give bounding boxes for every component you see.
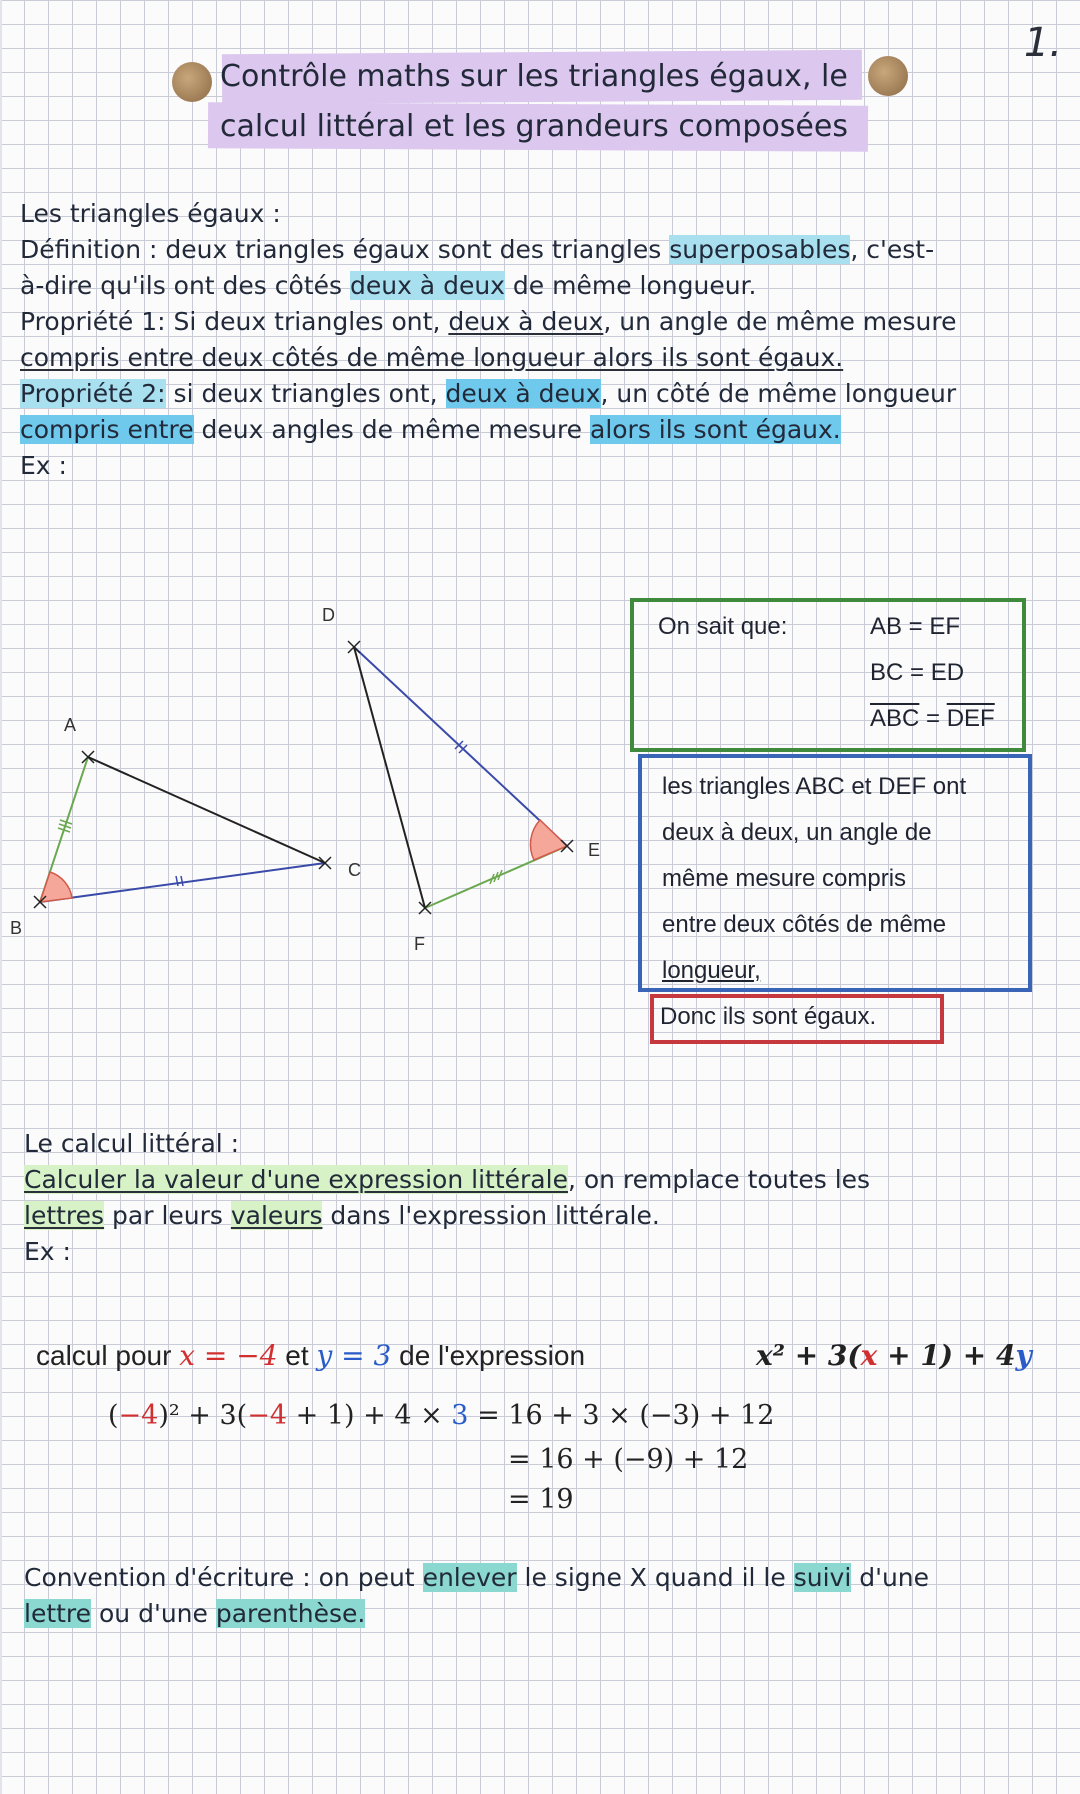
section-heading: Les triangles égaux : xyxy=(20,199,281,228)
point-c-label: C xyxy=(348,860,361,880)
point-e-label: E xyxy=(588,840,601,860)
point-d-label: D xyxy=(322,605,335,625)
definition-line-2: à-dire qu'ils ont des côtés deux à deux de même longueur. xyxy=(20,271,757,300)
known-facts-box xyxy=(630,598,1026,752)
calcul-line-1: Calculer la valeur d'une expression littérale, on remplace toutes les xyxy=(24,1165,871,1194)
calc-step-2: = 16 + (−9) + 12 xyxy=(508,1444,749,1475)
point-b-label: B xyxy=(10,918,23,938)
known-eq-1: AB = EF xyxy=(870,613,961,640)
point-f-label: F xyxy=(414,934,425,954)
definition-line-1: Définition : deux triangles égaux sont des triangles superposables, c'est- xyxy=(20,235,935,264)
point-d-marker xyxy=(348,641,360,653)
convention-line-1: Convention d'écriture : on peut enlever le signe X quand il le suivi d'une xyxy=(24,1563,930,1592)
known-eq-2: BC = ED xyxy=(870,659,965,686)
calc-expression: x² + 3(x + 1) + 4y xyxy=(756,1339,1032,1372)
reasoning-text: les triangles ABC et DEF ont deux à deux, un angle de même mesure compris entre deux côtés de même longueur, xyxy=(662,773,967,984)
known-label: On sait que: xyxy=(658,613,788,640)
calcul-line-2: lettres par leurs valeurs dans l'expression littérale. xyxy=(24,1201,660,1230)
calc-step-1: (−4)² + 3(−4 + 1) + 4 × 3 = 16 + 3 × (−3) + 12 xyxy=(108,1400,775,1431)
known-eq-3: $\overline{ABC} = \overline{DEF}$ xyxy=(870,705,995,732)
example-label: Ex : xyxy=(24,1237,71,1266)
reasoning-box xyxy=(638,754,1032,992)
conclusion-box xyxy=(650,994,944,1044)
example-label: Ex : xyxy=(20,451,67,480)
property-2-line-2: compris entre deux angles de même mesure alors ils sont égaux. xyxy=(20,415,841,444)
triangles-section xyxy=(20,196,957,484)
property-1-line-1: Propriété 1: Si deux triangles ont, deux à deux, un angle de même mesure xyxy=(20,307,957,336)
calcul-section xyxy=(24,1126,870,1270)
section-heading: Le calcul littéral : xyxy=(24,1129,240,1158)
segment-de xyxy=(354,647,567,846)
segment-df xyxy=(354,647,425,908)
point-a-marker xyxy=(82,751,94,763)
calc-step-3: = 19 xyxy=(508,1484,574,1515)
property-1-line-2: compris entre deux côtés de même longueur alors ils sont égaux. xyxy=(20,343,844,372)
tick-bc xyxy=(176,876,183,886)
title-line-2: calcul littéral et les grandeurs composées xyxy=(220,109,848,144)
convention xyxy=(24,1560,929,1632)
tick-ef xyxy=(490,870,502,884)
title-line-1: Contrôle maths sur les triangles égaux, le xyxy=(220,59,848,94)
tick-ab xyxy=(58,820,72,832)
segment-ac xyxy=(88,757,325,863)
wood-decoration xyxy=(868,56,908,96)
conclusion-text: Donc ils sont égaux. xyxy=(660,1003,877,1030)
page-title xyxy=(220,52,848,152)
calc-intro: calcul pour x = −4 et y = 3 de l'expression xyxy=(36,1339,586,1372)
property-2-line-1: Propriété 2: si deux triangles ont, deux à deux, un côté de même longueur xyxy=(20,379,957,408)
wood-decoration xyxy=(172,62,212,102)
page-number: 1. xyxy=(1023,20,1062,66)
point-f-marker xyxy=(419,902,431,914)
convention-line-2: lettre ou d'une parenthèse. xyxy=(24,1599,366,1628)
triangles-figure xyxy=(0,600,620,980)
point-a-label: A xyxy=(64,715,77,735)
